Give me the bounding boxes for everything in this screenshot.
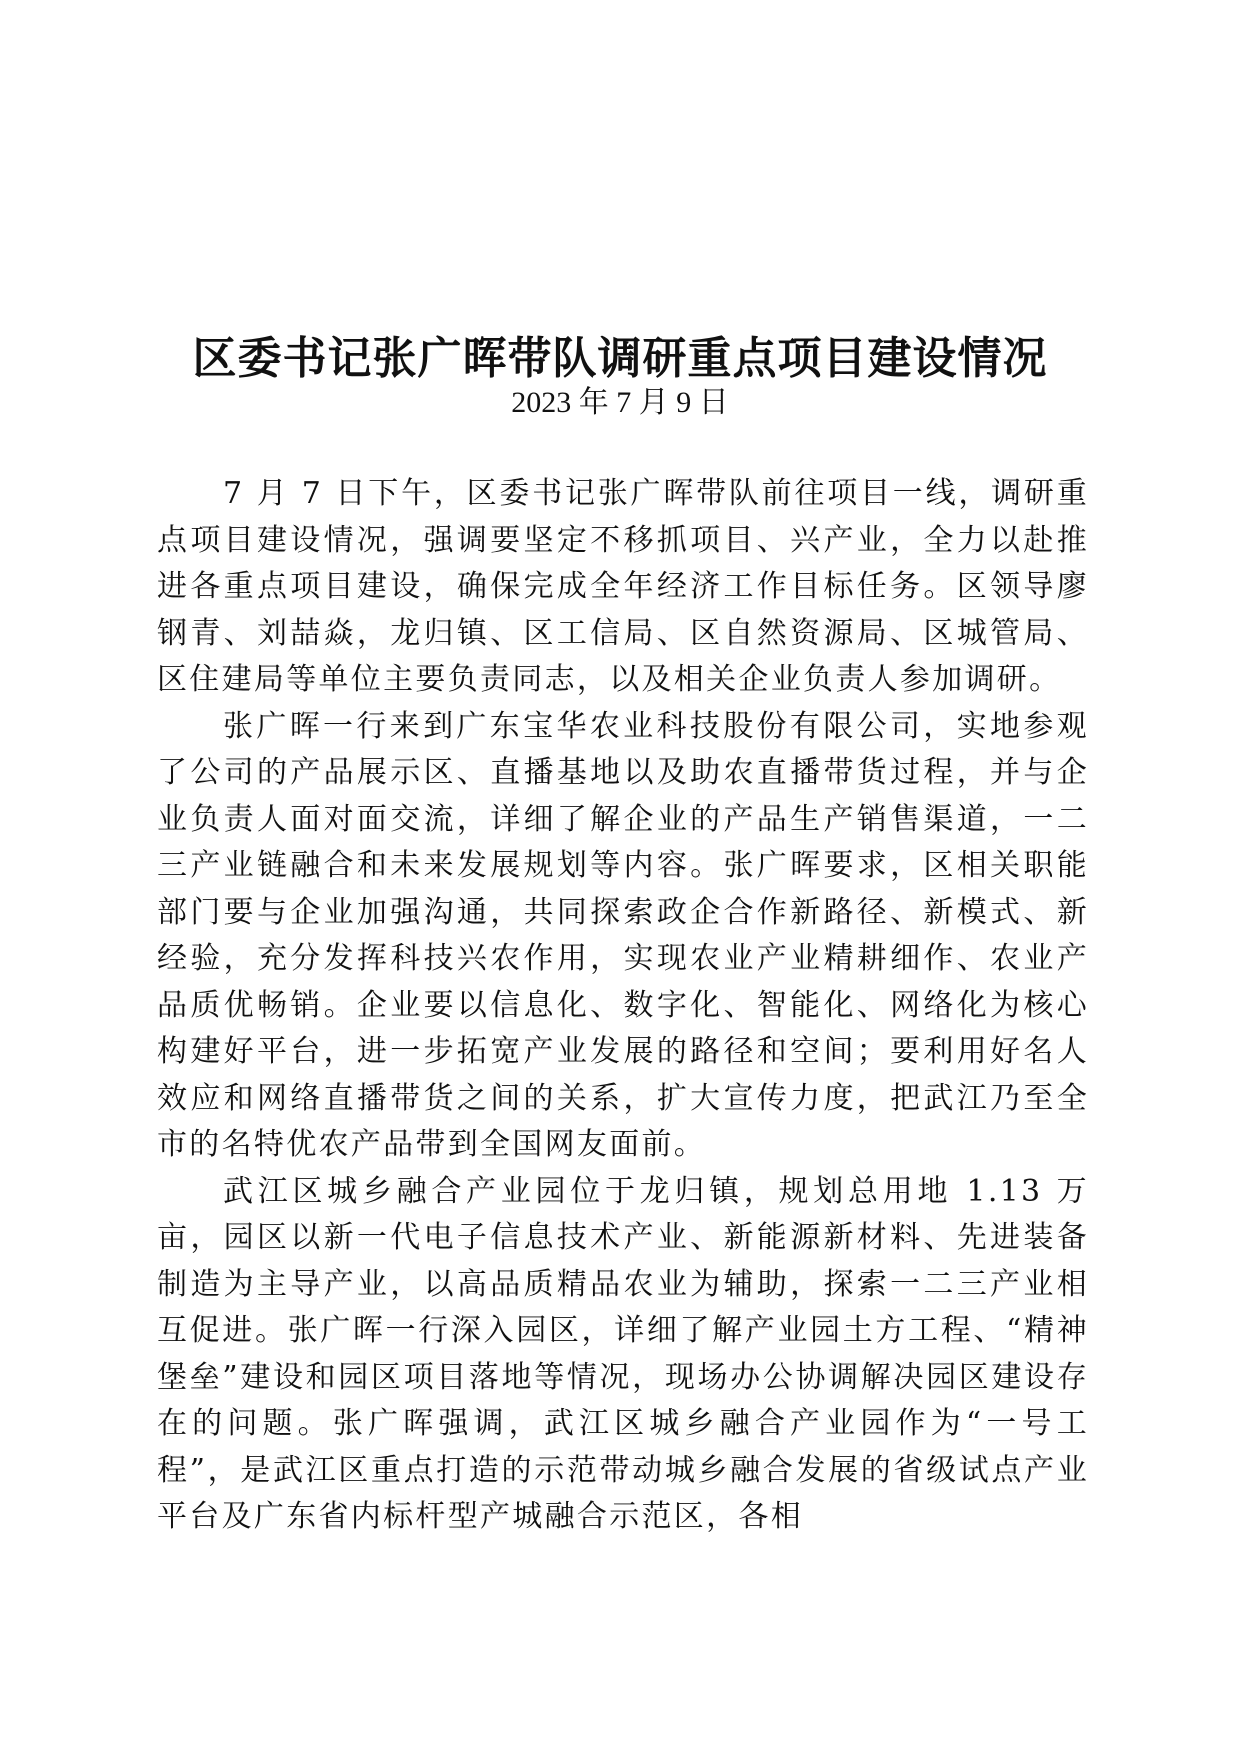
document-body (157, 471, 1089, 1541)
paragraph: 武江区城乡融合产业园位于龙归镇，规划总用地 1.13 万亩，园区以新一代电子信息技术产业、新能源新材料、先进装备制造为主导产业，以高品质精品农业为辅助，探索一二三产业相互促进。张广晖一行深入园区，详细了解产业园土方工程、“精神堡垒”建设和园区项目落地等情况，现场办公协调解决园区建设存在的问题。张广晖强调，武江区城乡融合产业园作为“一号工程”，是武江区重点打造的示范带动城乡融合发展的省级试点产业平台及广东省内标杆型产城融合示范区，各相 (157, 1173, 1089, 1534)
document-title: 区委书记张广晖带队调研重点项目建设情况 (192, 333, 1048, 385)
paragraph: 7 月 7 日下午，区委书记张广晖带队前往项目一线，调研重点项目建设情况，强调要坚定不移抓项目、兴产业，全力以赴推进各重点项目建设，确保完成全年经济工作目标任务。区领导廖钢青、刘喆焱，龙归镇、区工信局、区自然资源局、区城管局、区住建局等单位主要负责同志，以及相关企业负责人参加调研。 (157, 476, 1089, 697)
paragraph: 张广晖一行来到广东宝华农业科技股份有限公司，实地参观了公司的产品展示区、直播基地以及助农直播带货过程，并与企业负责人面对面交流，详细了解企业的产品生产销售渠道，一二三产业链融合和未来发展规划等内容。张广晖要求，区相关职能部门要与企业加强沟通，共同探索政企合作新路径、新模式、新经验，充分发挥科技兴农作用，实现农业产业精耕细作、农业产品质优畅销。企业要以信息化、数字化、智能化、网络化为核心构建好平台，进一步拓宽产业发展的路径和空间；要利用好名人效应和网络直播带货之间的关系，扩大宣传力度，把武江乃至全市的名特优农产品带到全国网友面前。 (157, 708, 1089, 1162)
document-date: 2023 年 7 月 9 日 (511, 386, 729, 419)
